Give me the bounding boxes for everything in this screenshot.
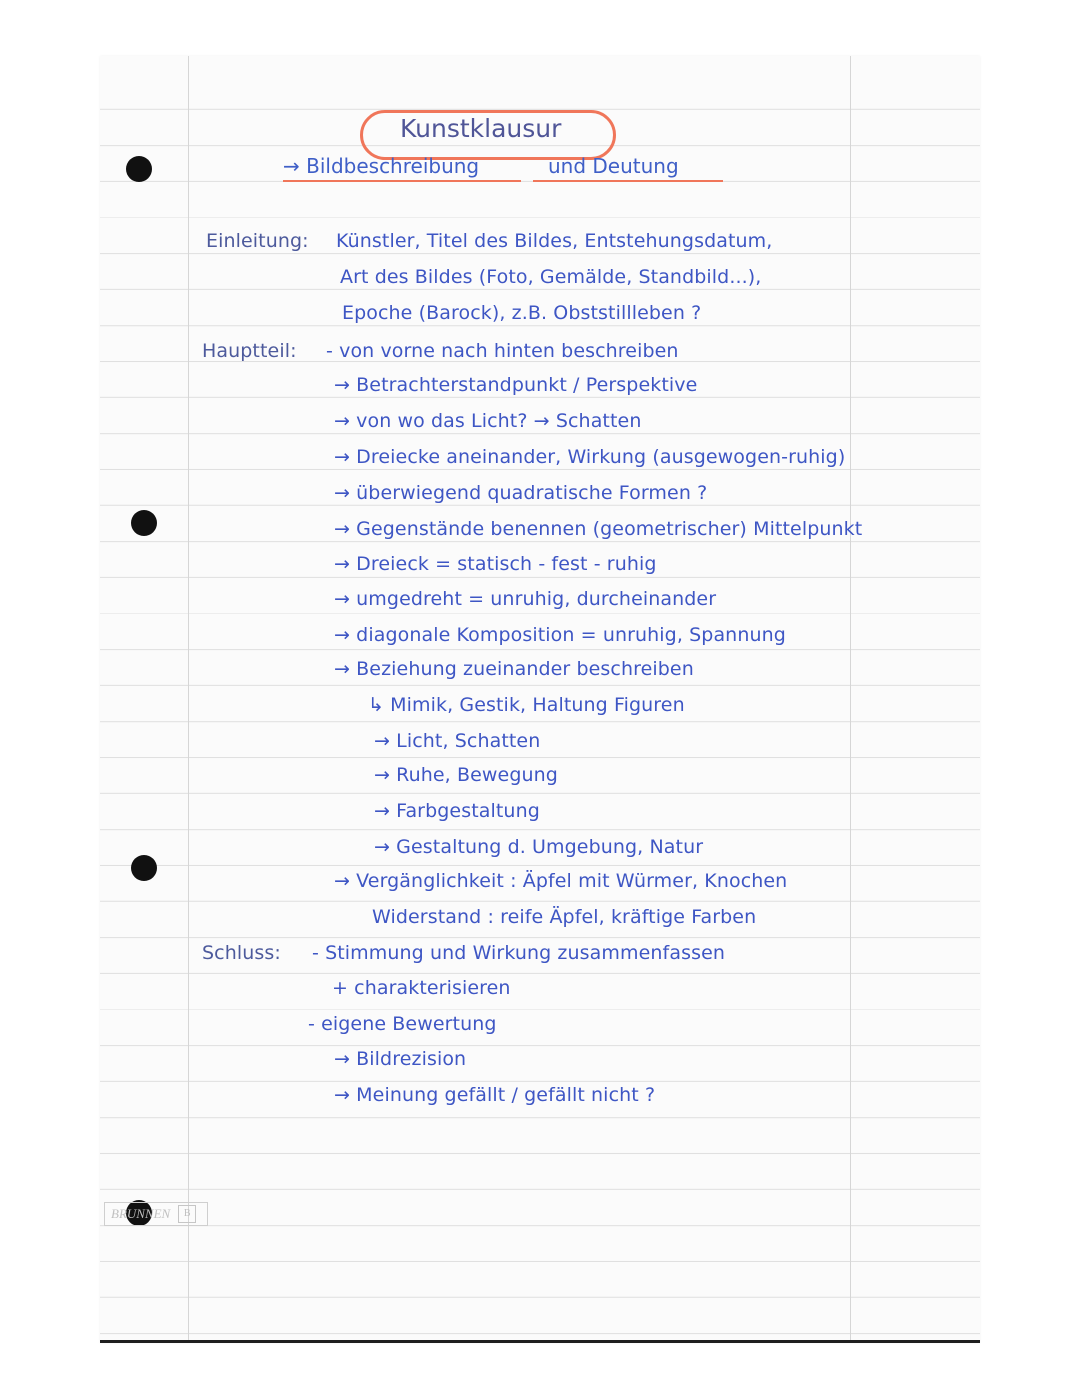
punch-hole (131, 855, 157, 881)
note-line: → Ruhe, Bewegung (374, 764, 558, 786)
subtitle-part-1: → Bildbeschreibung (283, 154, 480, 178)
note-line: → diagonale Komposition = unruhig, Spannung (334, 624, 786, 646)
subtitle-underline (533, 180, 723, 182)
right-margin-line (850, 56, 851, 1340)
note-line: Widerstand : reife Äpfel, kräftige Farben (372, 906, 757, 928)
note-line: ↳ Mimik, Gestik, Haltung Figuren (368, 694, 685, 716)
note-line: → überwiegend quadratische Formen ? (334, 482, 708, 504)
note-line: - von vorne nach hinten beschreiben (326, 340, 679, 362)
note-line: → Beziehung zueinander beschreiben (334, 658, 694, 680)
note-line: → Gegenstände benennen (geometrischer) Mittelpunkt (334, 518, 863, 540)
punch-hole (131, 510, 157, 536)
note-line: - Stimmung und Wirkung zusammenfassen (312, 942, 725, 964)
note-line: → Dreieck = statisch - fest - ruhig (334, 553, 657, 575)
note-line: → Gestaltung d. Umgebung, Natur (374, 836, 704, 858)
punch-hole (126, 156, 152, 182)
brand-mark (104, 1202, 208, 1226)
brand-logo-box: B (178, 1205, 196, 1223)
note-line: → von wo das Licht? → Schatten (334, 410, 642, 432)
note-line: - eigene Bewertung (308, 1013, 497, 1035)
note-line: + charakterisieren (332, 977, 511, 999)
section-label-hauptteil: Hauptteil: (202, 340, 297, 362)
note-line: → Meinung gefällt / gefällt nicht ? (334, 1084, 656, 1106)
left-margin-line (188, 56, 189, 1340)
note-line: Epoche (Barock), z.B. Obststillleben ? (342, 302, 702, 324)
section-label-einleitung: Einleitung: (206, 230, 309, 252)
note-line: Künstler, Titel des Bildes, Entstehungsdatum, (336, 230, 773, 252)
subtitle-underline (283, 180, 521, 182)
note-line: → Bildrezision (334, 1048, 467, 1070)
brand-name: BRUNNEN (111, 1206, 171, 1221)
section-label-schluss: Schluss: (202, 942, 281, 964)
note-line: → Farbgestaltung (374, 800, 540, 822)
note-line: → Vergänglichkeit : Äpfel mit Würmer, Knochen (334, 870, 788, 892)
subtitle-part-2: und Deutung (548, 154, 679, 178)
note-line: Art des Bildes (Foto, Gemälde, Standbild...), (340, 266, 762, 288)
note-line: → Dreiecke aneinander, Wirkung (ausgewogen-ruhig) (334, 446, 846, 468)
note-line: → Betrachterstandpunkt / Perspektive (334, 374, 698, 396)
note-line: → Licht, Schatten (374, 730, 541, 752)
note-line: → umgedreht = unruhig, durcheinander (334, 588, 717, 610)
page-title: Kunstklausur (400, 114, 562, 143)
